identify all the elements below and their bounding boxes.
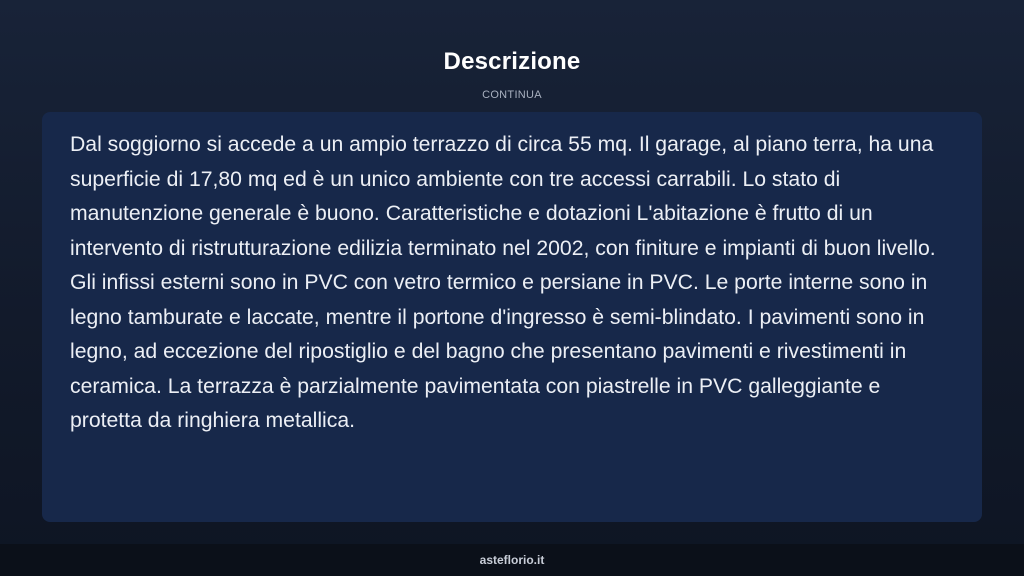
continue-link[interactable]: CONTINUA — [482, 89, 542, 101]
footer-bar — [0, 544, 1024, 576]
page-title: Descrizione — [443, 48, 581, 75]
description-text: Dal soggiorno si accede a un ampio terrazzo di circa 55 mq. Il garage, al piano terra, ha una superficie di 17,80 mq ed è un unico ambiente con tre accessi carrabili. Lo stato di manutenzione generale è buono. Caratteristiche e dotazioni L'abitazione è frutto di un intervento di ristrutturazione edilizia terminato nel 2002, con finiture e impianti di buon livello. Gli infissi esterni sono in PVC con vetro termico e persiane in PVC. Le porte interne sono in legno tamburate e laccate, mentre il portone d'ingresso è semi-blindato. I pavimenti sono in legno, ad eccezione del ripostiglio e del bagno che presentano pavimenti e rivestimenti in ceramica. La terrazza è parzialmente pavimentata con piastrelle in PVC galleggiante e protetta da ringhiera metallica. — [70, 133, 936, 432]
description-card — [42, 112, 982, 522]
footer-brand[interactable]: asteflorio.it — [479, 553, 545, 567]
